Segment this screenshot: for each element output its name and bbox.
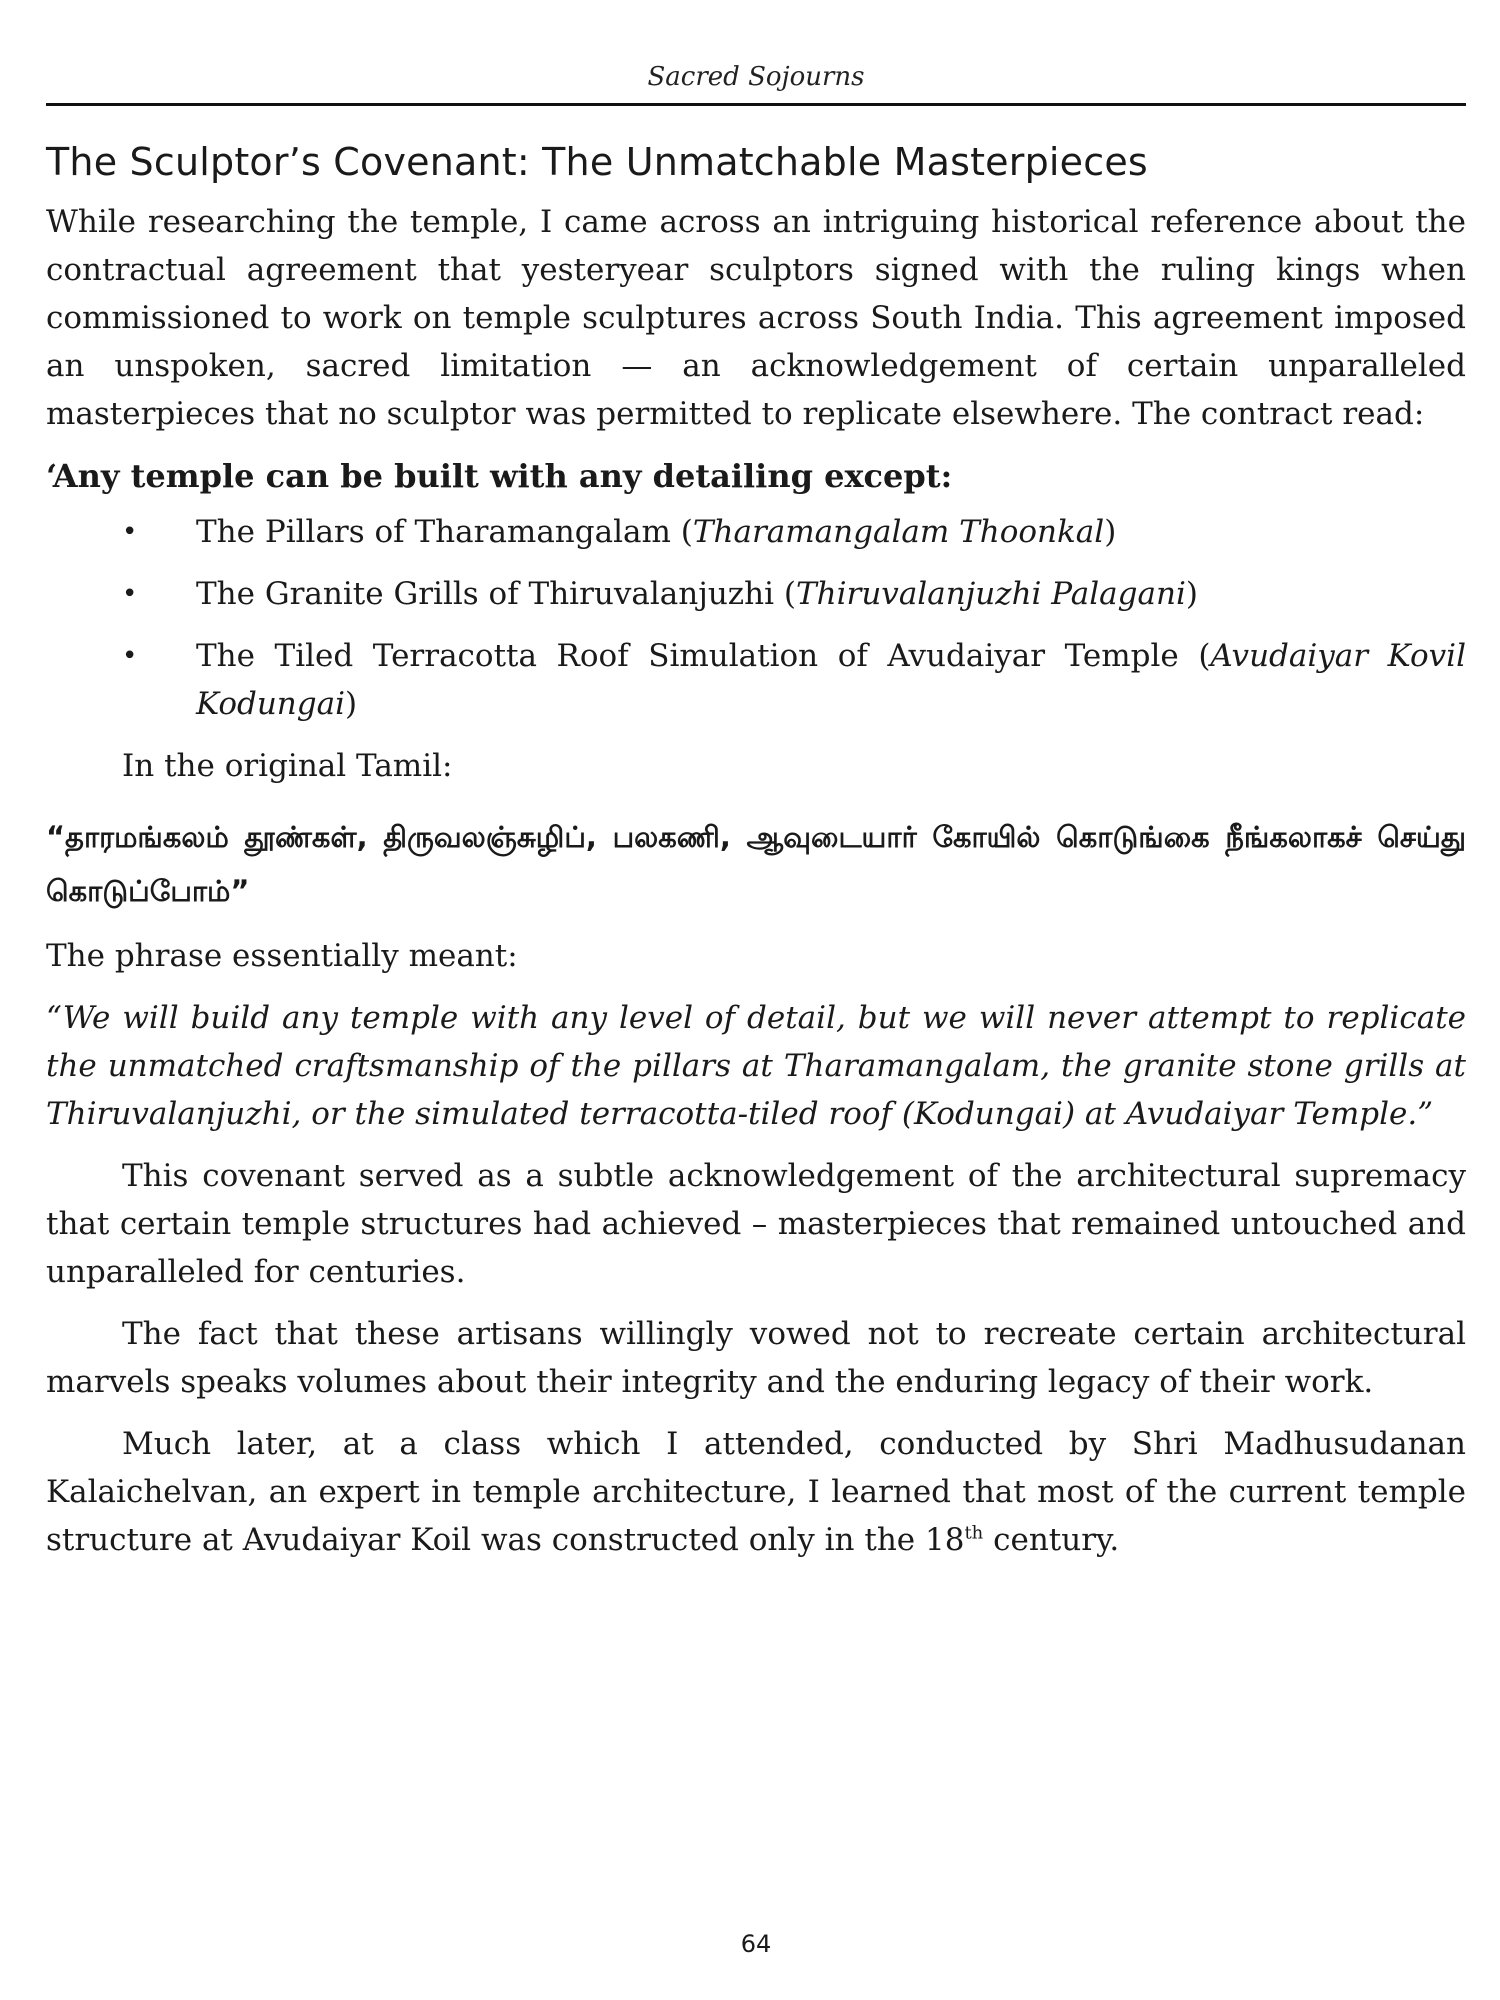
tamil-quote: “தாரமங்கலம் தூண்கள், திருவலஞ்சுழிப், பலகணி, ஆவுடையார் கோயில் கொடுங்கை நீங்கலாகச் செய்து கொடுப்போம்”: [46, 820, 1466, 908]
exception-list: [46, 508, 1466, 728]
tamil-intro: In the original Tamil:: [122, 748, 453, 784]
covenant-paragraph: This covenant served as a subtle acknowledgement of the architectural supremacy that certain temple structures had achieved – masterpieces that remained untouched and unparalleled for centuries.: [46, 1158, 1466, 1290]
list-item: • The Pillars of Tharamangalam (Tharamangalam Thoonkal): [46, 508, 1466, 556]
list-item: • The Tiled Terracotta Roof Simulation of Avudaiyar Temple (Avudaiyar Kovil Kodungai): [46, 632, 1466, 728]
contract-lead: ‘Any temple can be built with any detailing except:: [46, 457, 953, 495]
running-head: Sacred Sojourns: [647, 62, 865, 92]
bullet-icon: •: [122, 579, 138, 609]
artisans-paragraph: The fact that these artisans willingly vowed not to recreate certain architectural marvels speaks volumes about their integrity and the enduring legacy of their work.: [46, 1316, 1466, 1400]
book-page: [46, 0, 1466, 2000]
bullet-icon: •: [122, 517, 138, 547]
ordinal-superscript: th: [964, 1522, 984, 1544]
header-rule: [46, 103, 1466, 106]
bullet-icon: •: [122, 641, 138, 671]
later-paragraph: Much later, at a class which I attended, conducted by Shri Madhusudanan Kalaichelvan, an expert in temple architecture, I learned that most of the current temple structure at Avudaiyar Koil was constructed only in the 18th century.: [46, 1426, 1466, 1558]
list-item: • The Granite Grills of Thiruvalanjuzhi (Thiruvalanjuzhi Palagani): [46, 570, 1466, 618]
page-number: 64: [740, 1930, 772, 1958]
phrase-lead: The phrase essentially meant:: [46, 938, 518, 974]
intro-paragraph: While researching the temple, I came across an intriguing historical reference about the contractual agreement that yesteryear sculptors signed with the ruling kings when commissioned to work on temple sculptures across South India. This agreement imposed an unspoken, sacred limitation — an acknowledgement of certain unparalleled masterpieces that no sculptor was permitted to replicate elsewhere. The contract read:: [46, 204, 1466, 432]
meaning-quote: “We will build any temple with any level of detail, but we will never attempt to replicate the unmatched craftsmanship of the pillars at Tharamangalam, the granite stone grills at Thiruvalanjuzhi, or the simulated terracotta-tiled roof (Kodungai) at Avudaiyar Temple.”: [46, 1000, 1466, 1132]
section-heading: The Sculptor’s Covenant: The Unmatchable Masterpieces: [46, 140, 1148, 184]
body-text: [46, 134, 1466, 1564]
